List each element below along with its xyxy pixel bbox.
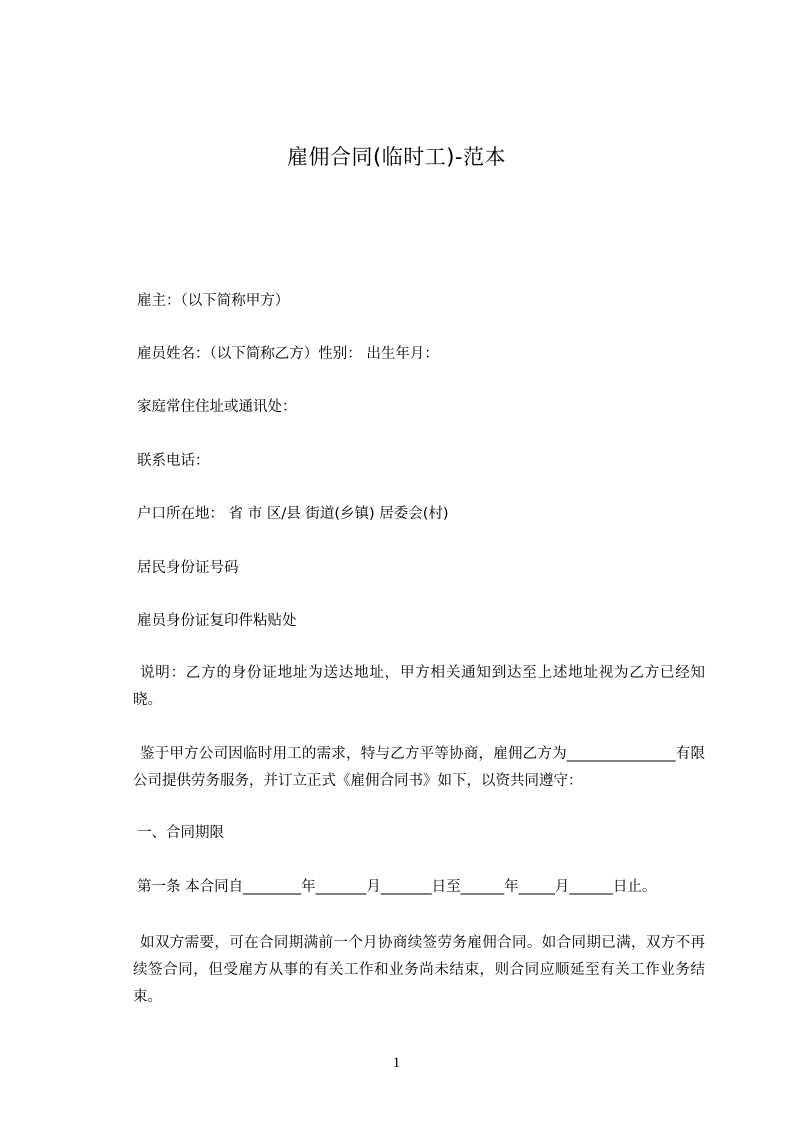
employer-field: 雇主：（以下简称甲方） [137, 293, 290, 309]
article-term: 第一条 本合同自________年_______月_______日至______年_____月______日止。 [137, 879, 657, 895]
preamble-paragraph: 鉴于甲方公司因临时用工的需求，特与乙方平等协商，雇佣乙方为_______________有限公司提供劳务服务，并订立正式《雇佣合同书》如下，以资共同遵守： [133, 746, 705, 789]
id-copy-field: 雇员身份证复印件粘贴处 [137, 613, 297, 629]
address-field: 家庭常住住址或通讯处： [137, 399, 297, 415]
employee-field: 雇员姓名：（以下简称乙方）性别： 出生年月： [137, 346, 439, 362]
note-paragraph: 说明：乙方的身份证地址为送达地址，甲方相关通知到达至上述地址视为乙方已经知晓。 [133, 665, 705, 708]
section-heading: 一、合同期限 [137, 825, 224, 841]
document-title: 雇佣合同(临时工)-范本 [287, 145, 506, 169]
id-number-field: 居民身份证号码 [137, 560, 239, 576]
page-number: 1 [392, 1055, 401, 1071]
renewal-paragraph: 如双方需要，可在合同期满前一个月协商续签劳务雇佣合同。如合同期已满，双方不再续签合同，但受雇方从事的有关工作和业务尚未结束，则合同应顺延至有关工作业务结束。 [133, 935, 705, 1005]
phone-field: 联系电话： [137, 453, 210, 469]
household-registration-field: 户口所在地： 省 市 区/县 街道(乡镇) 居委会(村) [137, 506, 449, 522]
